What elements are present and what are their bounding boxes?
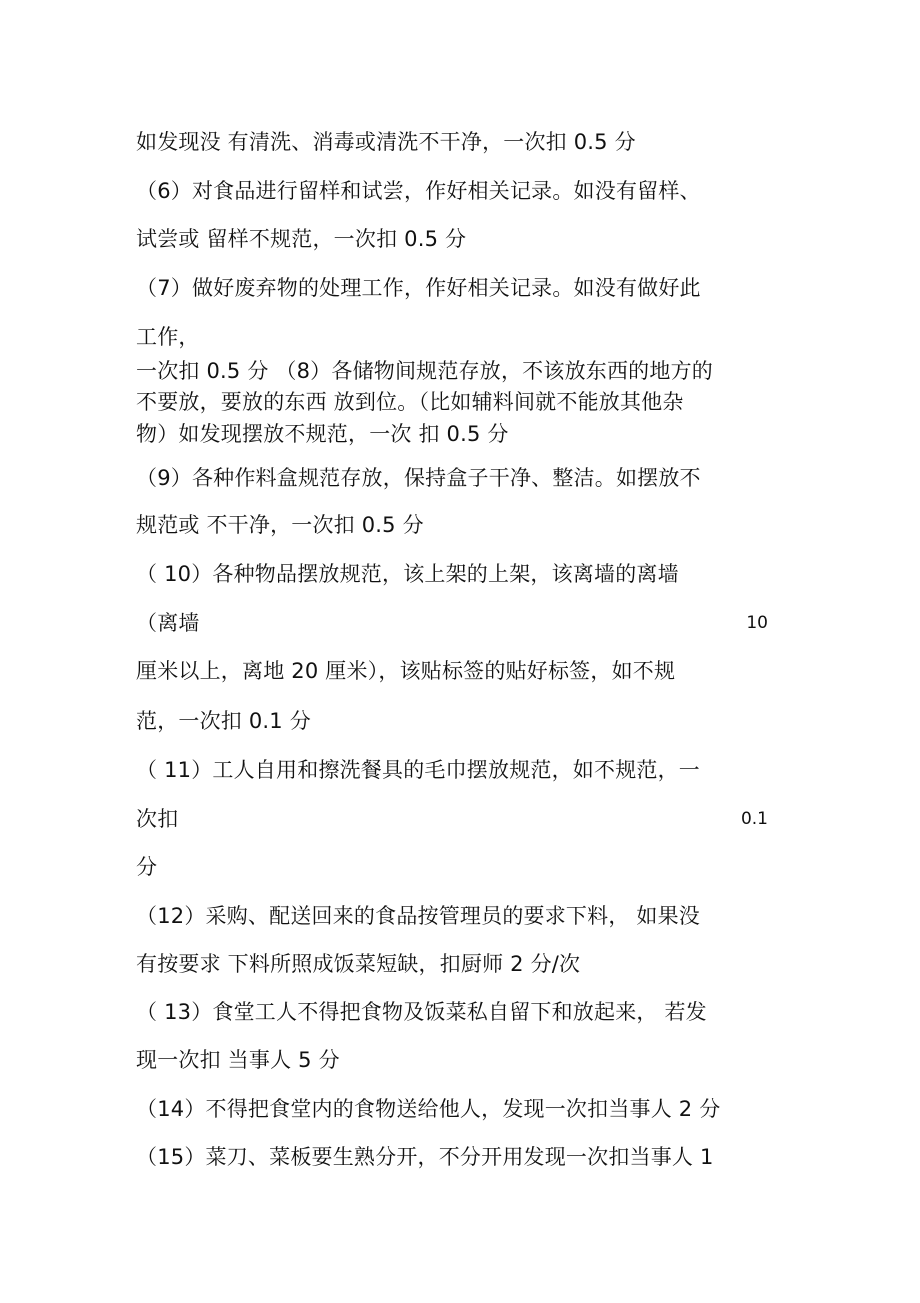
text-line: 厘米以上，离地 20 厘米），该贴标签的贴好标签，如不规: [136, 659, 676, 683]
text-line: 试尝或 留样不规范，一次扣 0.5 分: [136, 227, 467, 251]
text-line: （ 13）食堂工人不得把食物及饭菜私自留下和放起来， 若发: [136, 1000, 707, 1024]
text-line: 分: [136, 855, 158, 879]
text-line: （15）菜刀、菜板要生熟分开，不分开用发现一次扣当事人 1: [136, 1145, 714, 1169]
text-line: （6）对食品进行留样和试尝，作好相关记录。如没有留样、: [136, 179, 701, 203]
text-line: （14）不得把食堂内的食物送给他人，发现一次扣当事人 2 分: [136, 1097, 721, 1121]
text-line: 范，一次扣 0.1 分: [136, 709, 311, 733]
text-line: 规范或 不干净，一次扣 0.5 分: [136, 513, 424, 537]
text-line: 不要放，要放的东西 放到位。（比如辅料间就不能放其他杂: [136, 390, 684, 414]
text-line: （12）采购、配送回来的食品按管理员的要求下料， 如果没: [136, 904, 700, 928]
text-line: （ 10）各种物品摆放规范，该上架的上架，该离墙的离墙: [136, 562, 679, 586]
text-line: 工作，: [136, 325, 200, 349]
right-aligned-value: 10: [746, 613, 768, 633]
text-line: 一次扣 0.5 分 （8）各储物间规范存放，不该放东西的地方的: [136, 359, 713, 383]
text-line: （9）各种作料盒规范存放，保持盒子干净、整洁。如摆放不: [136, 466, 701, 490]
text-line: （7）做好废弃物的处理工作，作好相关记录。如没有做好此: [136, 276, 701, 300]
text-line: （离墙: [136, 611, 200, 635]
text-line: 如发现没 有清洗、消毒或清洗不干净，一次扣 0.5 分: [136, 130, 636, 154]
right-aligned-value: 0.1: [740, 809, 768, 829]
text-line: 物）如发现摆放不规范，一次 扣 0.5 分: [136, 422, 509, 446]
text-line: 次扣: [136, 807, 179, 831]
text-line: （ 11）工人自用和擦洗餐具的毛巾摆放规范，如不规范，一: [136, 758, 700, 782]
text-line: 现一次扣 当事人 5 分: [136, 1048, 340, 1072]
text-line: 有按要求 下料所照成饭菜短缺，扣厨师 2 分/次: [136, 952, 581, 976]
